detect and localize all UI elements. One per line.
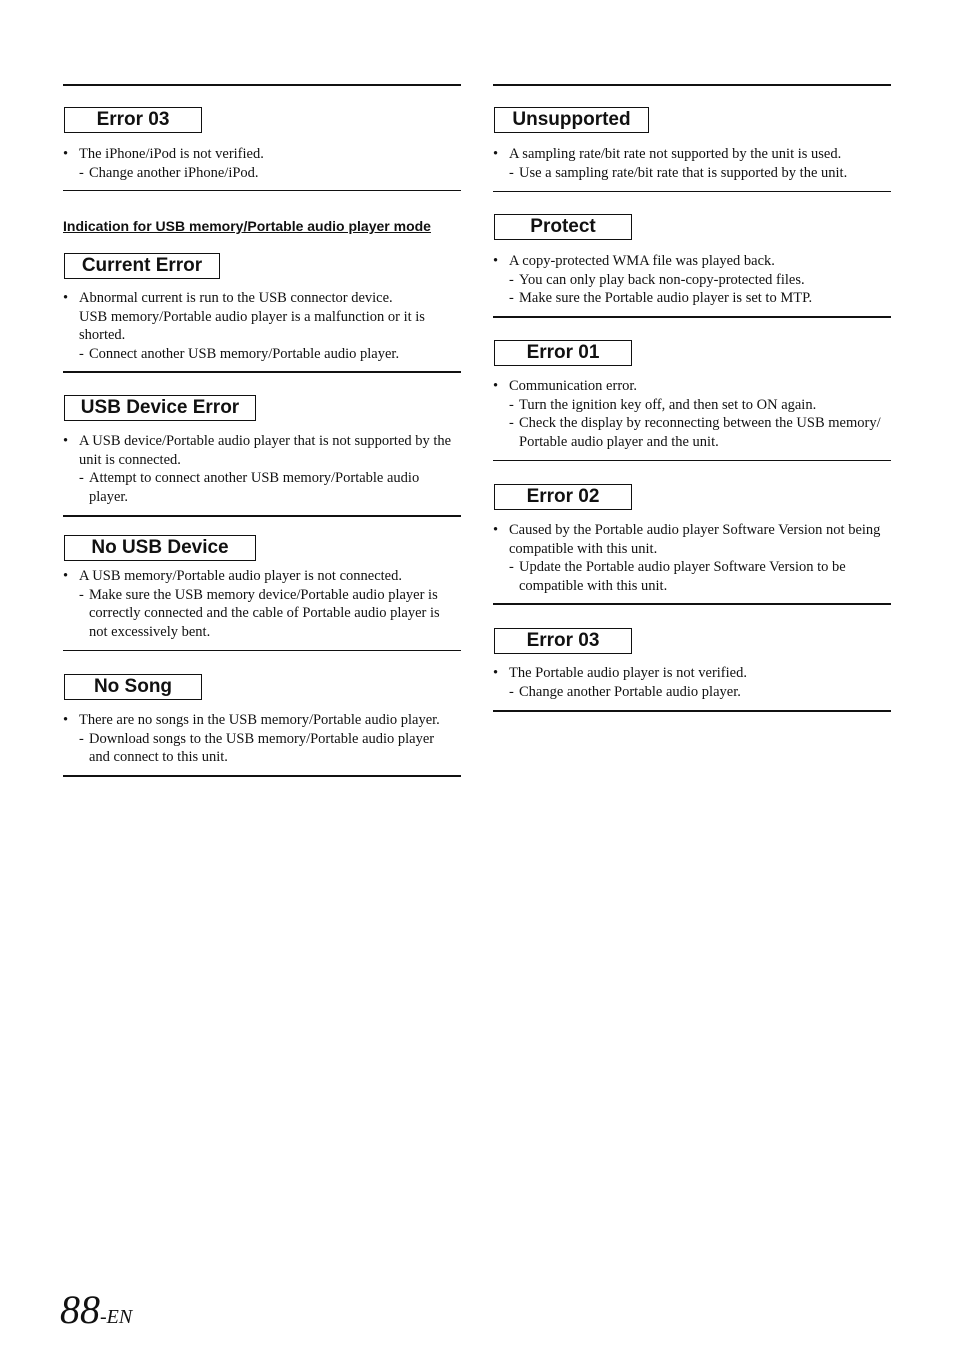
section-rule	[63, 371, 461, 373]
section-rule	[63, 84, 461, 86]
section-rule	[63, 650, 461, 651]
bullet-item: • A sampling rate/bit rate not supported by the unit is used.	[493, 146, 842, 162]
sub-item: - Update the Portable audio player Software Version to be	[509, 559, 846, 575]
usb-device-error-title: USB Device Error	[64, 395, 256, 421]
section-rule	[63, 775, 461, 777]
mode-heading: Indication for USB memory/Portable audio player mode	[63, 218, 431, 234]
sub-item: - Make sure the Portable audio player is set to MTP.	[509, 290, 813, 306]
error03-right-body	[493, 664, 891, 701]
sub-item: - Connect another USB memory/Portable audio player.	[79, 345, 400, 362]
page-number-value: 88	[60, 1287, 100, 1332]
protect-body	[493, 252, 891, 308]
continuation-line: not excessively bent.	[89, 623, 211, 640]
no-song-title: No Song	[64, 674, 202, 700]
bullet-item: • A copy-protected WMA file was played back.	[493, 253, 775, 269]
usb-device-error-body	[63, 432, 461, 506]
continuation-line: and connect to this unit.	[89, 749, 228, 765]
bullet-item: • There are no songs in the USB memory/Portable audio player.	[63, 712, 440, 728]
page-number-suffix: -EN	[100, 1306, 133, 1328]
section-rule	[493, 316, 891, 318]
section-rule	[493, 460, 891, 461]
section-rule	[493, 191, 891, 192]
page-number	[60, 1286, 132, 1333]
error03-body	[63, 145, 461, 182]
sub-item: - Change another iPhone/iPod.	[79, 164, 259, 181]
continuation-line: compatible with this unit.	[509, 540, 658, 557]
continuation-line: player.	[89, 488, 129, 505]
sub-item: - You can only play back non-copy-protected files.	[509, 271, 805, 288]
sub-item: - Attempt to connect another USB memory/Portable audio	[79, 470, 420, 486]
section-rule	[63, 190, 461, 191]
sub-item: - Change another Portable audio player.	[509, 683, 741, 700]
no-usb-device-title: No USB Device	[64, 535, 256, 561]
continuation-line: compatible with this unit.	[519, 577, 668, 594]
continuation-line: Portable audio player and the unit.	[519, 433, 719, 450]
current-error-title: Current Error	[64, 253, 220, 279]
sub-item: - Download songs to the USB memory/Portable audio player	[79, 730, 435, 747]
bullet-item: • Caused by the Portable audio player Software Version not being	[493, 522, 881, 538]
error01-title: Error 01	[494, 340, 632, 366]
continuation-line: unit is connected.	[79, 451, 181, 468]
section-rule	[493, 84, 891, 86]
error02-title: Error 02	[494, 484, 632, 510]
continuation-line: USB memory/Portable audio player is a malfunction or it is	[79, 308, 425, 325]
error01-body	[493, 377, 891, 451]
sub-item: - Turn the ignition key off, and then set to ON again.	[509, 396, 817, 413]
no-song-body	[63, 711, 461, 767]
section-rule	[63, 515, 461, 517]
unsupported-body	[493, 145, 891, 182]
current-error-body	[63, 289, 461, 363]
sub-item: - Use a sampling rate/bit rate that is supported by the unit.	[509, 164, 848, 181]
bullet-item: • A USB memory/Portable audio player is not connected.	[63, 568, 402, 584]
bullet-item: • Communication error.	[493, 378, 638, 394]
bullet-item: • The iPhone/iPod is not verified.	[63, 146, 264, 162]
error02-body	[493, 521, 891, 595]
section-rule	[493, 603, 891, 605]
continuation-line: shorted.	[79, 327, 126, 343]
continuation-line: correctly connected and the cable of Portable audio player is	[89, 605, 440, 621]
section-rule	[493, 710, 891, 712]
error03-right-title: Error 03	[494, 628, 632, 654]
bullet-item: • A USB device/Portable audio player that is not supported by the	[63, 433, 452, 449]
unsupported-title: Unsupported	[494, 107, 649, 133]
sub-item: - Check the display by reconnecting between the USB memory/	[509, 415, 881, 431]
protect-title: Protect	[494, 214, 632, 240]
no-usb-device-body	[63, 567, 461, 641]
bullet-item: • Abnormal current is run to the USB connector device.	[63, 290, 393, 306]
sub-item: - Make sure the USB memory device/Portable audio player is	[79, 586, 438, 603]
error03-title: Error 03	[64, 107, 202, 133]
bullet-item: • The Portable audio player is not verified.	[493, 665, 747, 681]
